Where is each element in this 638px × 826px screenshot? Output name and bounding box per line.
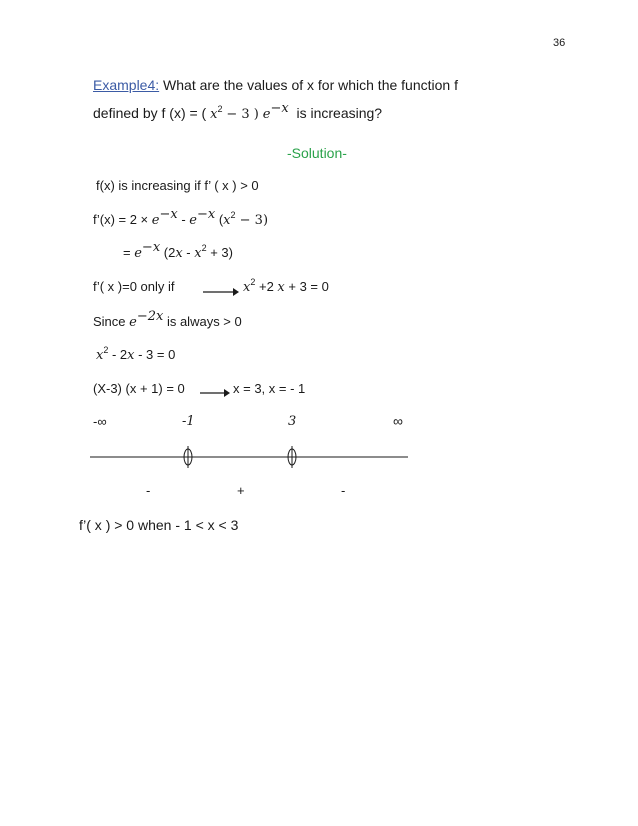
- solution-line-4b: $x^2 +2$ x + 3 = 0: [243, 277, 329, 295]
- solution-line-6: $x^2 - 2x - 3 = 0$: [96, 345, 176, 363]
- implies-arrow-icon: [200, 385, 232, 397]
- question-text-1: What are the values of x for which the function f: [163, 77, 458, 93]
- solution-line-1: f(x) is increasing if f’ ( x ) > 0: [96, 178, 259, 193]
- conclusion: f’( x ) > 0 when - 1 < x < 3: [79, 517, 239, 533]
- number-line-right-infinity: ∞: [393, 413, 403, 429]
- sign-right: -: [341, 483, 346, 498]
- example-question-line1: [93, 77, 458, 93]
- solution-line-7b: x = 3, x = - 1: [233, 381, 306, 396]
- sign-left: -: [146, 483, 151, 498]
- solution-line-5: Since $e^{-2x}$ is always > 0: [93, 309, 242, 330]
- solution-line-4a: f’( x )=0 only if: [93, 279, 175, 294]
- page-number: 36: [553, 37, 566, 49]
- solution-line-7a: (X-3) (x + 1) = 0: [93, 381, 185, 396]
- number-line: [0, 440, 638, 480]
- question-text-2: defined by f (x) = (: [93, 105, 207, 121]
- number-line-point-minus1: -1: [182, 414, 195, 429]
- implies-arrow-icon: [203, 284, 239, 296]
- example-label: Example4:: [93, 77, 160, 93]
- solution-heading: -Solution-: [287, 145, 347, 161]
- sign-middle: +: [237, 483, 245, 498]
- example-question-line2: defined by f (x) = ( $x^2 - 3$ ) $e^{-x}$ is increasing?: [93, 101, 383, 122]
- number-line-left-infinity: -∞: [93, 414, 107, 429]
- solution-line-3: = $e^{-x}$ $(2x - x^2 + 3)$: [123, 240, 233, 261]
- solution-line-2: f’(x) = $2 \times e^{-x} - e^{-x}$ $(x^2 - 3)$: [93, 207, 269, 228]
- number-line-point-3: 3: [288, 414, 297, 429]
